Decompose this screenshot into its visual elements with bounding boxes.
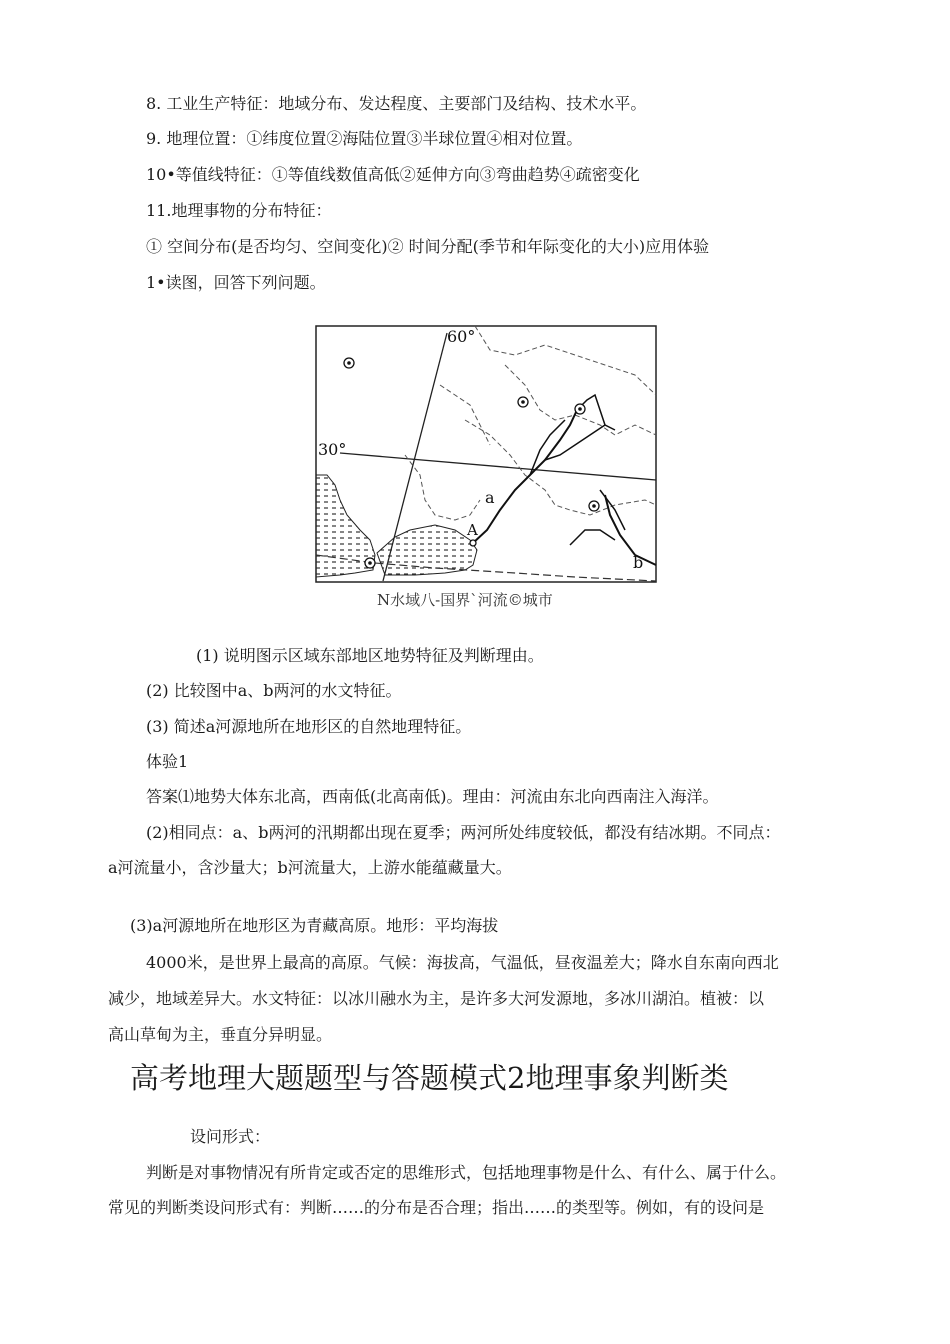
city-marker [344, 358, 354, 368]
section-paragraph-line-2: 常见的判断类设问形式有：判断……的分布是否合理；指出……的类型等。例如，有的设问是 [108, 1198, 765, 1217]
city-marker [589, 501, 599, 511]
point-A-marker [470, 540, 476, 546]
city-marker [518, 397, 528, 407]
label-river-a: a [485, 488, 495, 507]
map-legend: N水域八-国界`河流©城市 [377, 591, 553, 609]
label-river-b: b [633, 553, 644, 572]
answer-2-line-1: (2)相同点：a、b两河的汛期都出现在夏季；两河所处纬度较低，都没有结冰期。不同点： [146, 823, 781, 842]
answer-3-line-3: 减少，地域差异大。水文特征：以冰川融水为主，是许多大河发源地，多冰川湖泊。植被：以 [108, 989, 765, 1008]
label-60: 60° [447, 327, 476, 346]
city-marker [365, 558, 375, 568]
answer-2-line-2: a河流量小，含沙量大；b河流量大，上游水能蕴藏量大。 [108, 858, 512, 877]
intro-line-8: 8. 工业生产特征：地域分布、发达程度、主要部门及结构、技术水平。 [146, 94, 647, 113]
label-point-A: A [467, 521, 478, 539]
question-3: (3) 简述a河源地所在地形区的自然地理特征。 [146, 717, 472, 736]
region-map [315, 325, 657, 583]
intro-line-10: 10•等值线特征：①等值线数值高低②延伸方向③弯曲趋势④疏密变化 [146, 165, 640, 184]
answer-3-line-4: 高山草甸为主，垂直分异明显。 [108, 1025, 333, 1044]
question-2: (2) 比较图中a、b两河的水文特征。 [146, 681, 402, 700]
answer-3-line-2: 4000米，是世界上最高的高原。气候：海拔高，气温低，昼夜温差大；降水自东南向西北 [146, 953, 779, 972]
intro-line-exercise: 1•读图，回答下列问题。 [146, 273, 326, 292]
section-title: 高考地理大题题型与答题模式2地理事象判断类 [130, 1061, 729, 1095]
city-marker [575, 404, 585, 414]
map-figure [315, 325, 657, 583]
section-paragraph-line-1: 判断是对事物情况有所肯定或否定的思维形式，包括地理事物是什么、有什么、属于什么。 [146, 1163, 787, 1182]
intro-line-distribution: ① 空间分布(是否均匀、空间变化)② 时间分配(季节和年际变化的大小)应用体验 [146, 237, 710, 256]
intro-line-11: 11.地理事物的分布特征： [146, 201, 332, 220]
label-30: 30° [318, 440, 347, 459]
answer-1: 答案⑴地势大体东北高，西南低(北高南低)。理由：河流由东北向西南注入海洋。 [146, 787, 719, 806]
question-1: (1) 说明图示区域东部地区地势特征及判断理由。 [196, 646, 544, 665]
section-subhead: 设问形式： [190, 1127, 271, 1146]
answer-heading: 体验1 [146, 752, 189, 771]
intro-line-9: 9. 地理位置：①纬度位置②海陆位置③半球位置④相对位置。 [146, 129, 583, 148]
answer-3-line-1: (3)a河源地所在地形区为青藏高原。地形：平均海拔 [130, 916, 499, 935]
